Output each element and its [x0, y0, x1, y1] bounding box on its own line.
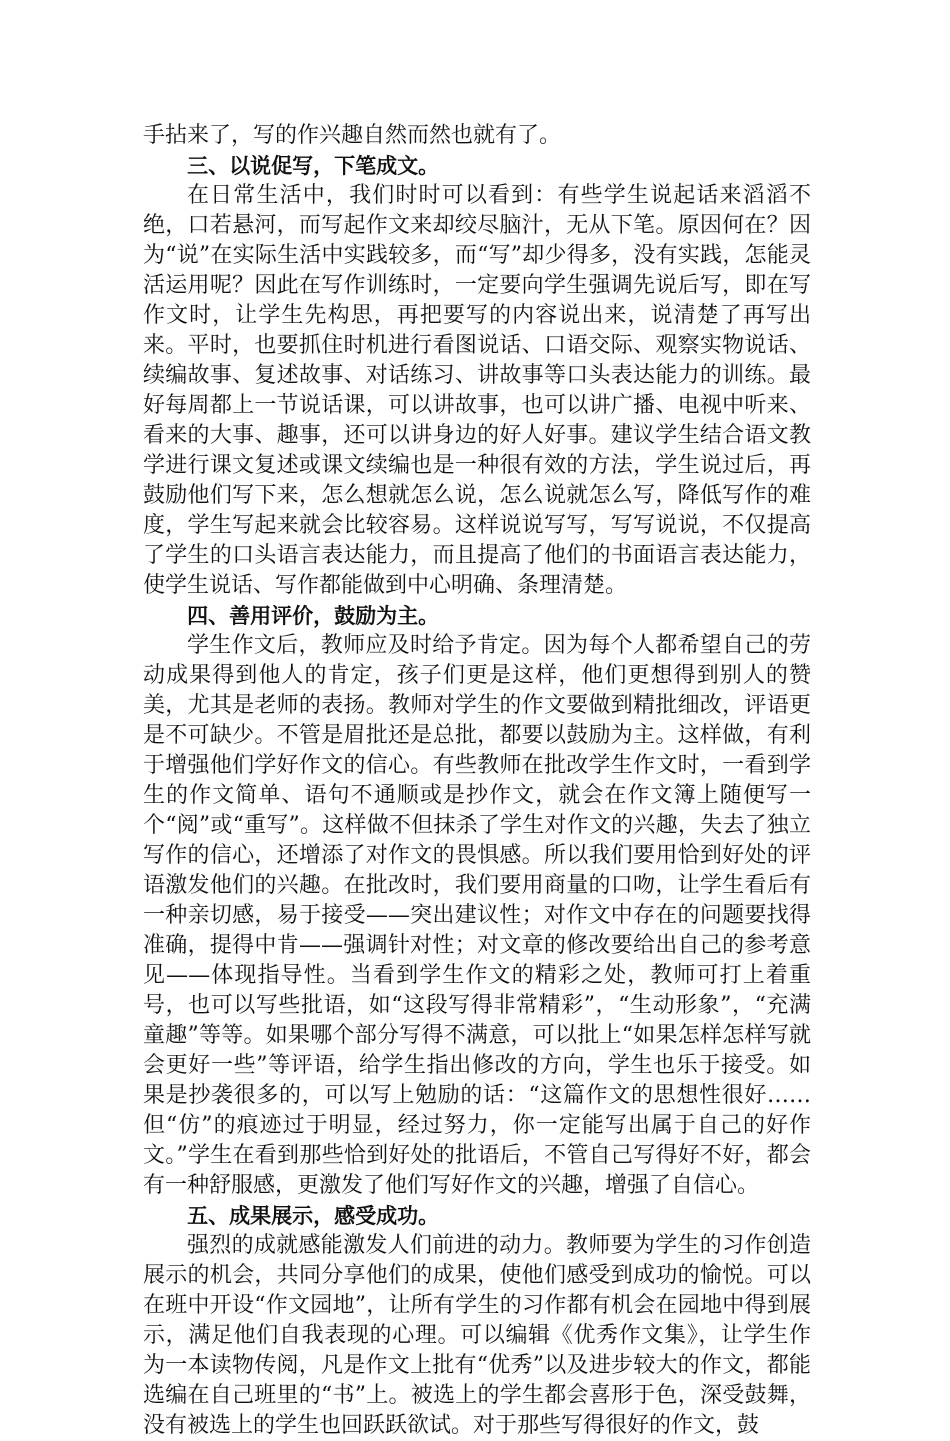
section-heading-4: 四、善用评价，鼓励为主。: [187, 604, 440, 628]
paragraph-section-3: 在日常生活中，我们时时可以看到：有些学生说起话来滔滔不绝，口若悬河，而写起作文来却绞尽脑汁，无从下笔。原因何在？因为“说”在实际生活中实践较多，而“写”却少得多，没有实践，怎能灵活运用呢？因此在写作训练时，一定要向学生强调先说后写，即在写作文时，让学生先构思，再把要写的内容说出来，说清楚了再写出来。平时，也要抓住时机进行看图说话、口语交际、观察实物说话、续编故事、复述故事、对话练习、讲故事等口头表达能力的训练。最好每周都上一节说话课，可以讲故事，也可以讲广播、电视中听来、看来的大事、趣事，还可以讲身边的好人好事。建议学生结合语文教学进行课文复述或课文续编也是一种很有效的方法，学生说过后，再鼓励他们写下来，怎么想就怎么说，怎么说就怎么写，降低写作的难度，学生写起来就会比较容易。这样说说写写，写写说说，不仅提高了学生的口头语言表达能力，而且提高了他们的书面语言表达能力，使学生说话、写作都能做到中心明确、条理清楚。: [143, 183, 811, 598]
document-page: [143, 121, 811, 1441]
section-heading-5: 五、成果展示，感受成功。: [187, 1204, 440, 1228]
paragraph-section-5: 强烈的成就感能激发人们前进的动力。教师要为学生的习作创造展示的机会，共同分享他们的成果，使他们感受到成功的愉悦。可以在班中开设“作文园地”，让所有学生的习作都有机会在园地中得到展示，满足他们自我表现的心理。可以编辑《优秀作文集》，让学生作为一本读物传阅，凡是作文上批有“优秀”以及进步较大的作文，都能选编在自己班里的“书”上。被选上的学生都会喜形于色，深受鼓舞，没有被选上的学生也回跃跃欲试。对于那些写得很好的作文，鼓: [143, 1233, 811, 1438]
paragraph-continuation: 手拈来了，写的作兴趣自然而然也就有了。: [143, 123, 562, 148]
section-heading-3: 三、以说促写，下笔成文。: [187, 154, 440, 178]
paragraph-section-4: 学生作文后，教师应及时给予肯定。因为每个人都希望自己的劳动成果得到他人的肯定，孩子们更是这样，他们更想得到别人的赞美，尤其是老师的表扬。教师对学生的作文要做到精批细改，评语更是不可缺少。不管是眉批还是总批，都要以鼓励为主。这样做，有利于增强他们学好作文的信心。有些教师在批改学生作文时，一看到学生的作文简单、语句不通顺或是抄作文，就会在作文簿上随便写一个“阅”或“重写”。这样做不但抹杀了学生对作文的兴趣，失去了独立写作的信心，还增添了对作文的畏惧感。所以我们要用恰到好处的评语激发他们的兴趣。在批改时，我们要用商量的口吻，让学生看后有一种亲切感，易于接受——突出建议性；对作文中存在的问题要找得准确，提得中肯——强调针对性；对文章的修改要给出自己的参考意见——体现指导性。当看到学生作文的精彩之处，教师可打上着重号，也可以写些批语，如“这段写得非常精彩”，“生动形象”，“充满童趣”等等。如果哪个部分写得不满意，可以批上“如果怎样怎样写就会更好一些”等评语，给学生指出修改的方向，学生也乐于接受。如果是抄袭很多的，可以写上勉励的话：“这篇作文的思想性很好……但“仿”的痕迹过于明显，经过努力，你一定能写出属于自己的好作文。”学生在看到那些恰到好处的批语后，不管自己写得好不好，都会有一种舒服感，更激发了他们写好作文的兴趣，增强了自信心。: [143, 633, 811, 1198]
